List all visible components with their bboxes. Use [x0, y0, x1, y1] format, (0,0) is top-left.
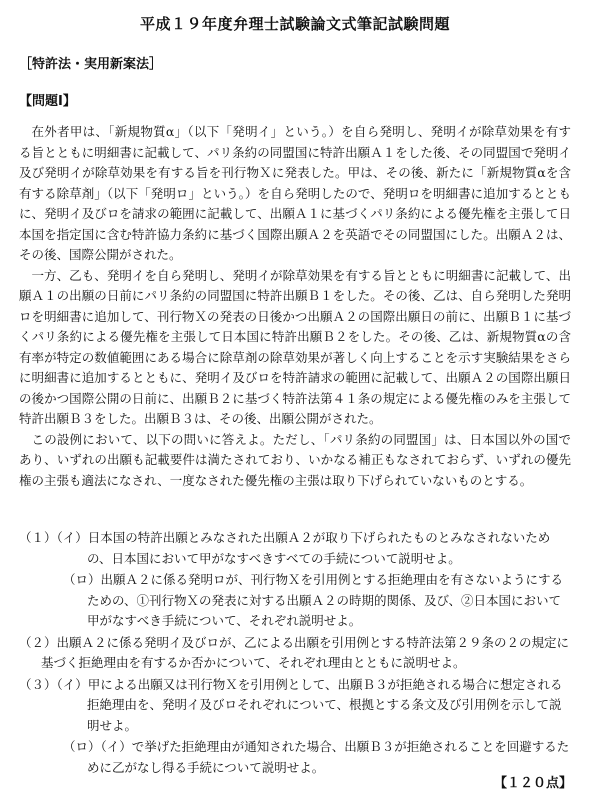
paragraph-3: この設例において、以下の問いに答えよ。ただし、「パリ条約の同盟国」は、日本国以外の国であり、いずれの出願も記載要件は満たされており、いかなる補正もなされておらず、いずれの優先権の主張も適法になされ、一度なされた優先権の主張は取り下げられていないものとする。	[19, 431, 571, 488]
subject-heading: ［特許法・実用新案法］	[19, 57, 163, 72]
question-3-ro: （ロ）（イ）で挙げた拒絶理由が通知された場合、出願Ｂ３が拒絶されることを回避するために乙がなし得る手続について説明せよ。	[63, 739, 570, 775]
question-2: （２）出願Ａ２に係る発明イ及びロが、乙による出願を引用例とする特許法第２９条の２の規定に基づく拒絶理由を有するか否かについて、それぞれ理由とともに説明せよ。	[19, 634, 570, 670]
question-list	[19, 528, 571, 778]
question-1-ro: （ロ）出願Ａ２に係る発明ロが、刊行物Ｘを引用例とする拒絶理由を有さないようにするための、①刊行物Ｘの発表に対する出願Ａ２の時期的関係、及び、②日本国において甲がなすべき手続について、それぞれ説明せよ。	[63, 572, 564, 628]
paragraph-1: 在外者甲は、「新規物質α」（以下「発明イ」という。）を自ら発明し、発明イが除草効果を有する旨とともに明細書に記載して、パリ条約の同盟国に特許出願Ａ１をした後、その同盟国で発明イ及び発明イが除草効果を有する旨を刊行物Ｘに発表した。甲は、その後、新たに「新規物質αを含有する除草剤」（以下「発明ロ」という。）を自ら発明したので、発明ロを明細書に追加するとともに、発明イ及びロを請求の範囲に記載して、出願Ａ１に基づくパリ条約による優先権を主張して日本国を指定国に含む特許協力条約に基づく国際出願Ａ２を英語でその同盟国にした。出願Ａ２は、その後、国際公開がされた。	[19, 124, 571, 262]
paragraph-2: 一方、乙も、発明イを自ら発明し、発明イが除草効果を有する旨とともに明細書に記載して、出願Ａ１の出願の日前にパリ条約の同盟国に特許出願Ｂ１をした。その後、乙は、自ら発明した発明ロを明細書に追加して、刊行物Ｘの発表の日後かつ出願Ａ２の国際出願日の前に、出願Ｂ１に基づくパリ条約による優先権を主張して日本国に特許出願Ｂ２をした。その後、乙は、新規物質αの含有率が特定の数値範囲にある場合に除草剤の除草効果が著しく向上することを示す実験結果をさらに明細書に追加するとともに、発明イ及びロを特許請求の範囲に記載して、出願Ａ２の国際出願日の後かつ国際公開の日前に、出願Ｂ２に基づく特許法第４１条の規定による優先権のみを主張して特許出願Ｂ３をした。出願Ｂ３は、その後、出願公開がされた。	[19, 267, 571, 426]
points-label: 【１２０点】	[493, 776, 572, 791]
question-3-i: （３）（イ）甲による出願又は刊行物Ｘを引用例として、出願Ｂ３が拒絶される場合に想定される拒絶理由を、発明イ及びロそれぞれについて、根拠とする条文及び引用例を示して説明せよ。	[19, 676, 563, 733]
problem-label: 【問題Ⅰ】	[19, 94, 76, 109]
problem-statement	[19, 122, 571, 491]
page-title: 平成１９年度弁理士試験論文式筆記試験問題	[139, 15, 450, 33]
question-1-i: （１）（イ）日本国の特許出願とみなされた出願Ａ２が取り下げられたものとみなされないための、日本国において甲がなすべきすべての手続について説明せよ。	[19, 530, 551, 566]
